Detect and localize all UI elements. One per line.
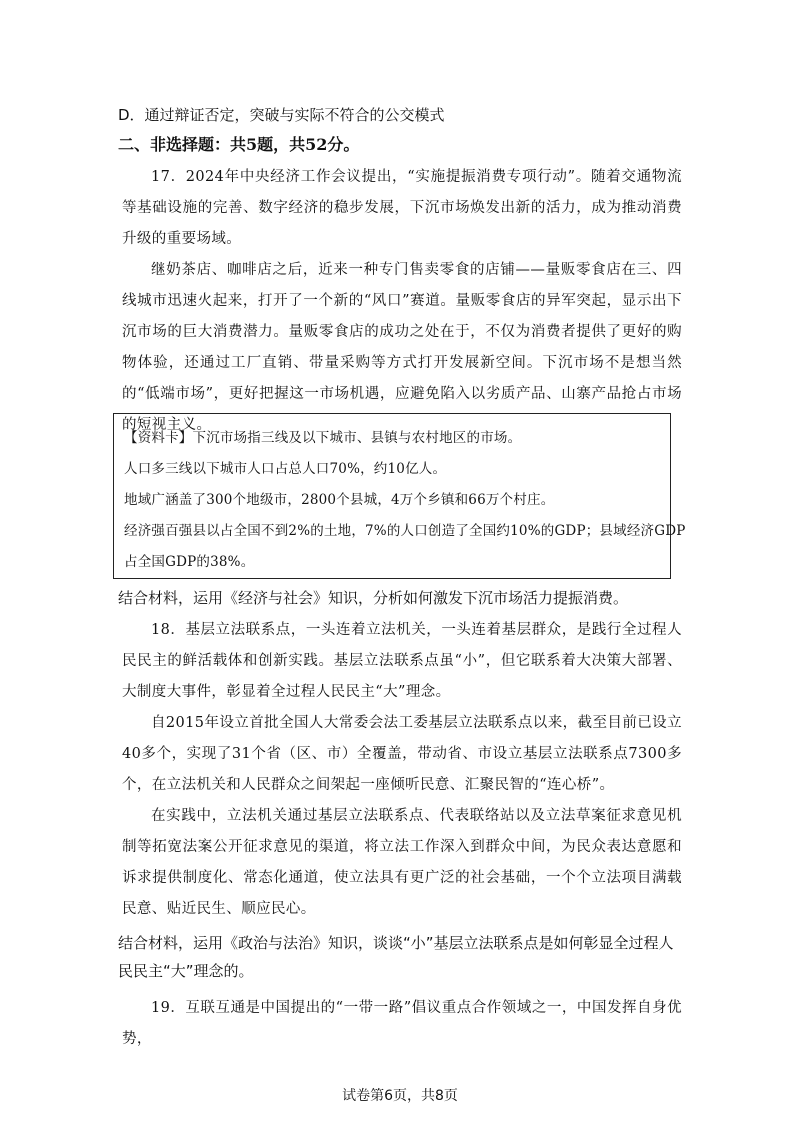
q18-paragraph-2: 自2015年设立首批全国人大常委会法工委基层立法联系点以来，截至目前已设立40多个，实现了31个省（区、市）全覆盖，带动省、市设立基层立法联系点7300多个，在立法机关和人民群众之间架起一座倾听民意、汇聚民智的“连心桥”。: [122, 715, 682, 793]
info-card-line: 占全国GDP的38%。: [124, 554, 255, 570]
q19-paragraph-1: 19．互联互通是中国提出的“一带一路”倡议重点合作领域之一，中国发挥自身优势，: [122, 1000, 682, 1047]
option-d: D．通过辩证否定，突破与实际不符合的公交模式: [118, 106, 445, 124]
q18-paragraph-1: 18．基层立法联系点，一头连着立法机关，一头连着基层群众，是践行全过程人民民主的鲜活载体和创新实践。基层立法联系点虽“小”，但它联系着大决策大部署、大制度大事件，彰显着全过程人民民主“大”理念。: [122, 622, 682, 700]
q17-paragraph-1: 17．2024年中央经济工作会议提出，“实施提振消费专项行动”。随着交通物流等基础设施的完善、数字经济的稳步发展，下沉市场焕发出新的活力，成为推动消费升级的重要场域。: [122, 169, 682, 247]
q17-paragraph-2: 继奶茶店、咖啡店之后，近来一种专门售卖零食的店铺——量贩零食店在三、四线城市迅速火起来，打开了一个新的“风口”赛道。量贩零食店的异军突起，显示出下沉市场的巨大消费潜力。量贩零食店的成功之处在于，不仅为消费者提供了更好的购物体验，还通过工厂直销、带量采购等方式打开发展新空间。下沉市场不是想当然的“低端市场”，更好把握这一市场机遇，应避免陷入以劣质产品、山寨产品抢占市场的短视主义。: [122, 262, 682, 433]
page-footer: 试卷第6页，共8页: [342, 1088, 458, 1104]
q18-paragraph-3: 在实践中，立法机关通过基层立法联系点、代表联络站以及立法草案征求意见机制等拓宽法案公开征求意见的渠道，将立法工作深入到群众中间，为民众表达意愿和诉求提供制度化、常态化通道，使立法具有更广泛的社会基础，一个个立法项目满载民意、贴近民生、顺应民心。: [122, 808, 682, 917]
q17-question: 结合材料，运用《经济与社会》知识，分析如何激发下沉市场活力提振消费。: [118, 589, 629, 607]
q18-question: 结合材料，运用《政治与法治》知识，谈谈“小”基层立法联系点是如何彰显全过程人民民主“大”理念的。: [118, 934, 674, 980]
info-card: [113, 413, 686, 579]
info-card-line: 经济强百强县以占全国不到2%的土地，7%的人口创造了全国约10%的GDP；县域经济GDP: [124, 523, 686, 539]
info-card-line: 地域广涵盖了300个地级市，2800个县城，4万个乡镇和66万个村庄。: [124, 492, 555, 508]
info-card-line: 人口多三线以下城市人口占总人口70%，约10亿人。: [124, 461, 447, 477]
section-title: 二、非选择题：共5题，共52分。: [118, 135, 360, 154]
info-card-line: 【资料卡】下沉市场指三线及以下城市、县镇与农村地区的市场。: [124, 430, 522, 446]
